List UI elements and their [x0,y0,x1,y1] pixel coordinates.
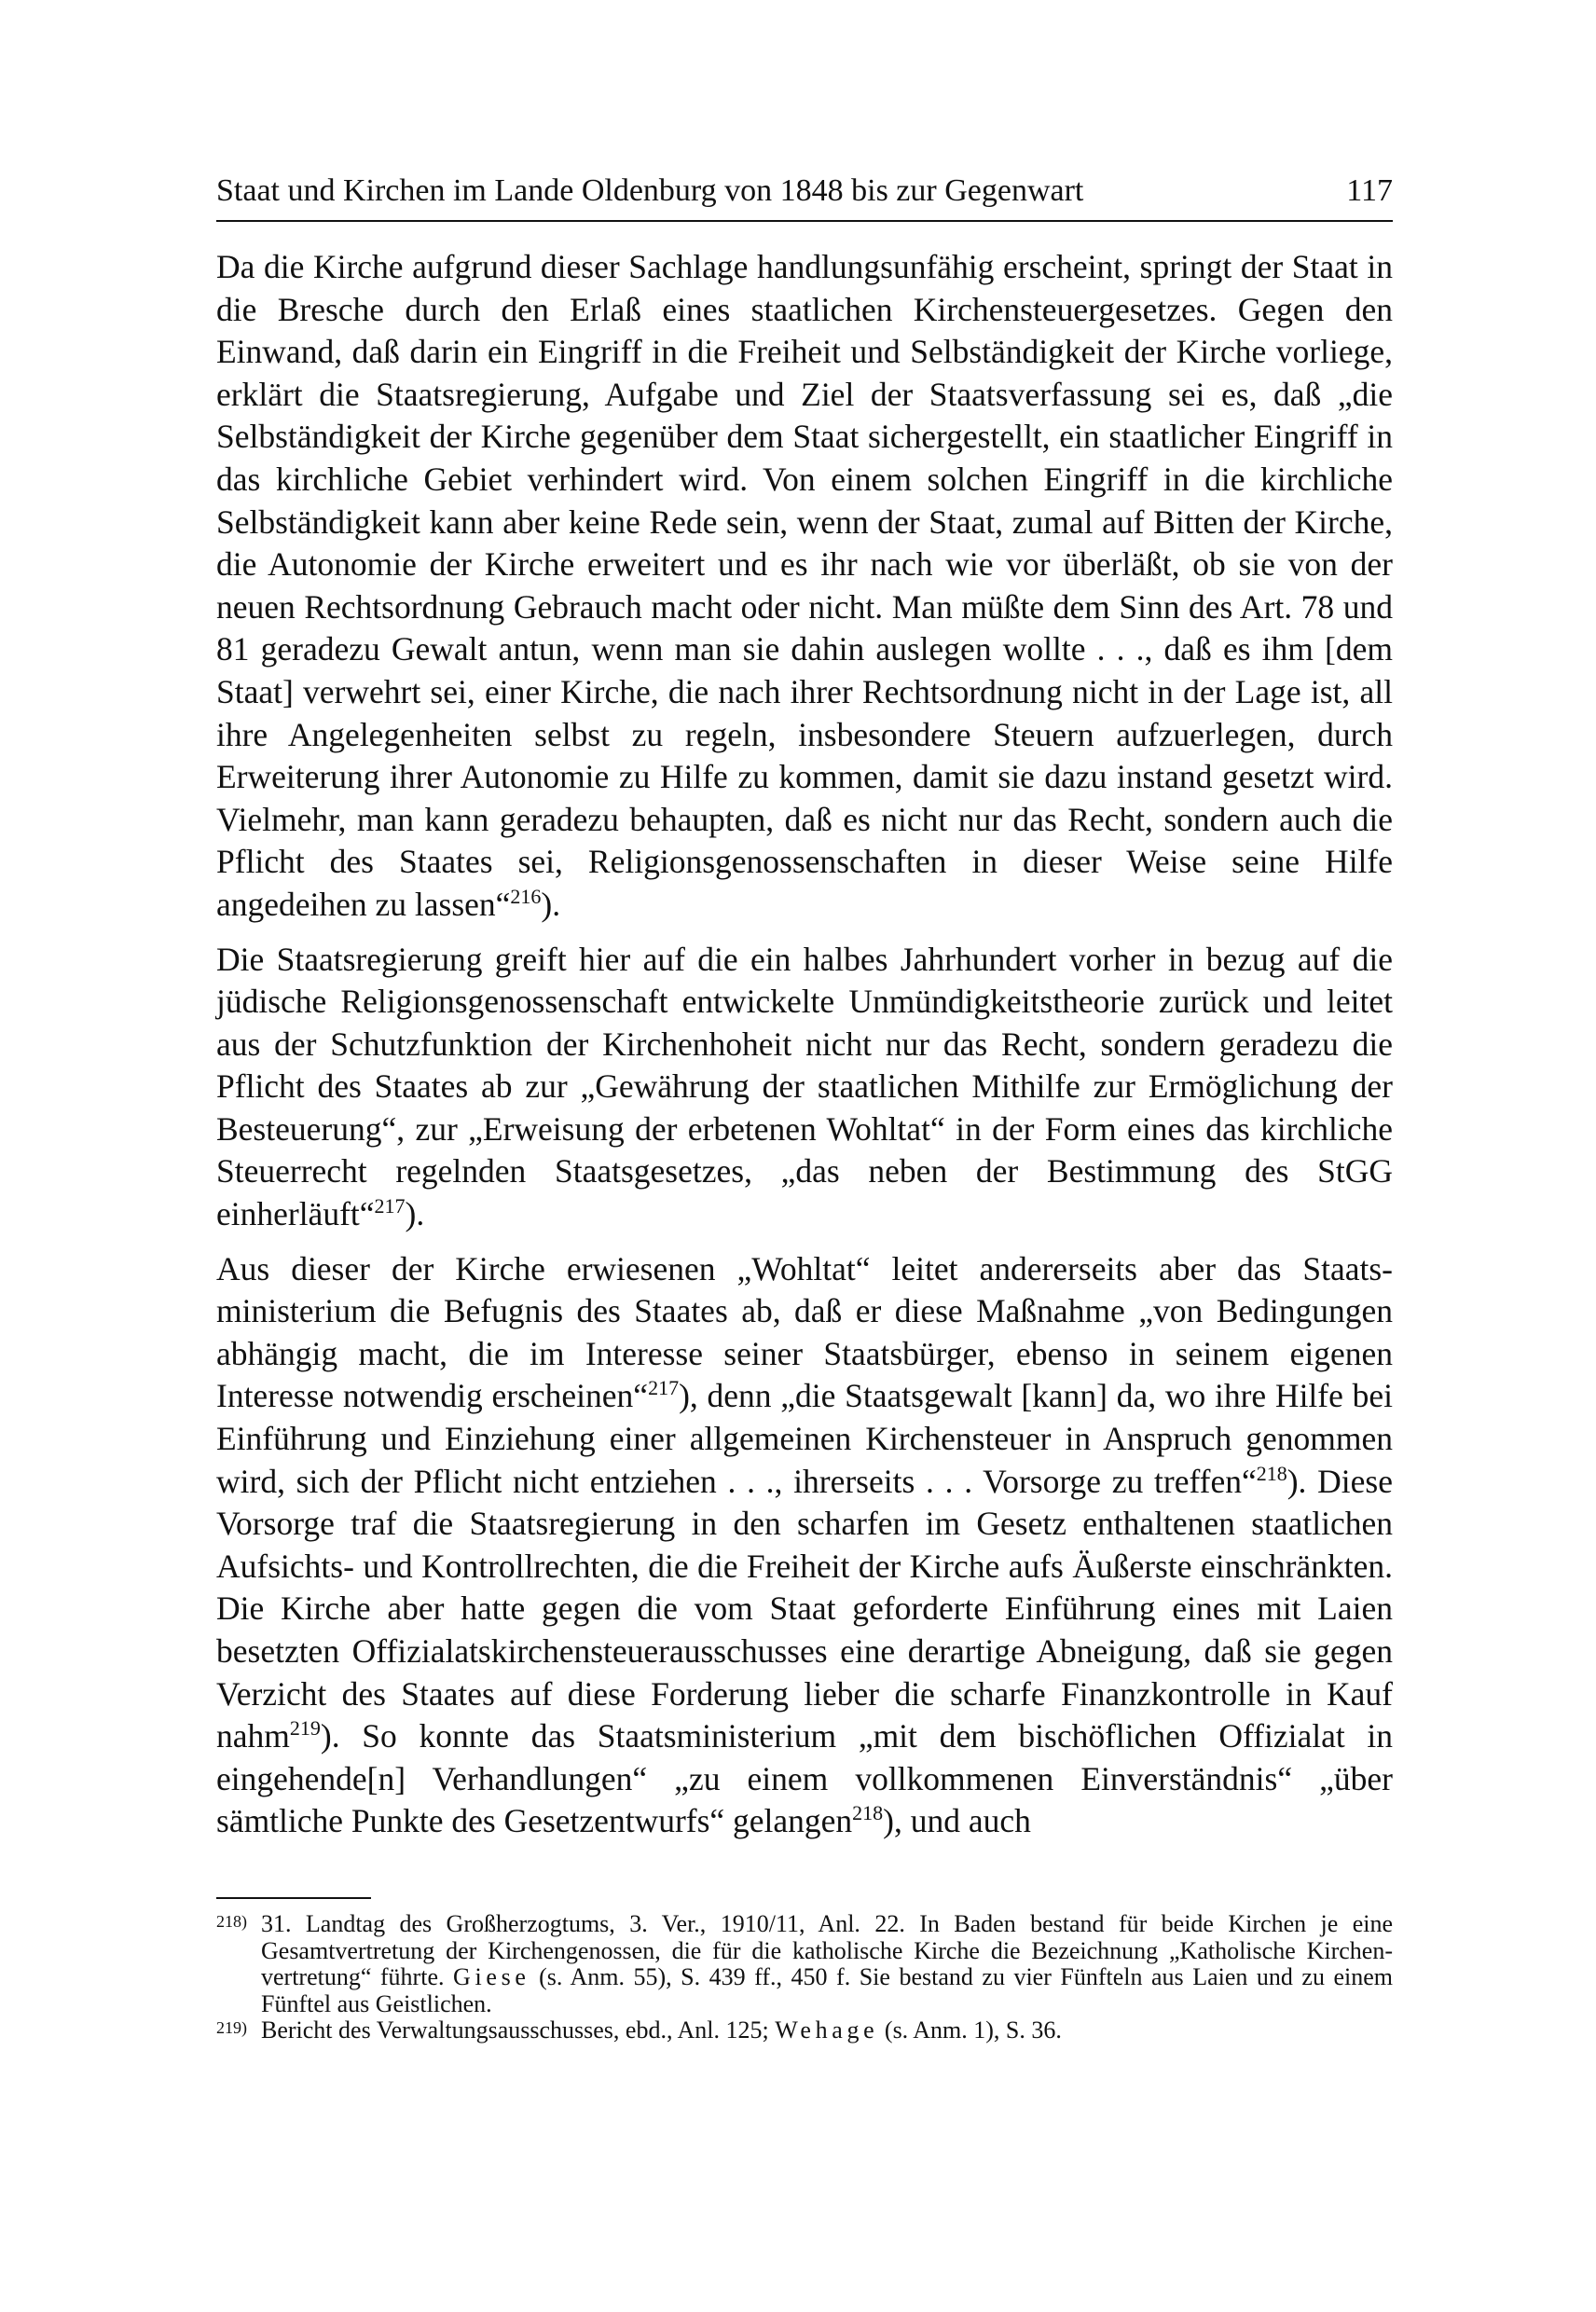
footnote-mark: 218) [216,1912,247,1931]
footnotes [216,1911,1393,2044]
footnote-ref[interactable]: 218 [852,1801,884,1825]
author-name: Giese [453,1963,530,1990]
paragraph-1: Da die Kirche aufgrund dieser Sachlage handlungsunfähig erscheint, springt der Staat in die Bresche durch den Erlaß eines staatlichen Kirchensteuergesetzes. Gegen den Einwand, daß darin ein Eingriff in die Freiheit und Selbständigkeit der Kirche vorliege, erklärt die Staatsregierung, Aufgabe und Ziel der Staatsverfassung sei es, daß „die Selbständigkeit der Kirche gegenüber dem Staat sichergestellt, ein staatlicher Eingriff in das kirchliche Gebiet verhindert wird. Von einem solchen Eingriff in die kirchliche Selbständigkeit kann aber keine Rede sein, wenn der Staat, zumal auf Bitten der Kirche, die Autonomie der Kirche erweitert und es ihr nach wie vor überläßt, ob sie von der neuen Rechtsordnung Gebrauch macht oder nicht. Man müßte dem Sinn des Art. 78 und 81 geradezu Gewalt antun, wenn man sie dahin auslegen wollte . . ., daß es ihm [dem Staat] verwehrt sei, einer Kirche, die nach ihrer Rechtsordnung nicht in der Lage ist, all ihre Angelegenheiten selbst zu regeln, insbesondere Steuern aufzuerlegen, durch Erweiterung ihrer Autonomie zu Hilfe zu kommen, damit sie dazu instand gesetzt wird. Vielmehr, man kann geradezu behaupten, daß es nicht nur das Recht, sondern auch die Pflicht des Staates sei, Religionsgenossenschaften in dieser Weise seine Hilfe angedeihen zu lassen“$^{216}$). [216,248,1393,923]
footnote-218: 218) 31. Landtag des Großherzogtums, 3. Ver., 1910/11, Anl. 22. In Baden bestand für beide Kirchen je eine Gesamtvertretung der Kirchengenossen, die für die katholische Kirche die Bezeichnung „Katholische Kirchenvertretung“ führte. Giese (s. Anm. 55), S. 439 ff., 450 f. Sie bestand zu vier Fünfteln aus Laien und zu einem Fünftel aus Geistlichen. [216,1910,1393,2017]
footnote-mark: 219) [216,2018,247,2037]
footnote-219: 219) Bericht des Verwaltungsausschusses, ebd., Anl. 125; Wehage (s. Anm. 1), S. 36. [216,2016,1062,2044]
paragraph-3: Aus dieser der Kirche erwiesenen „Wohltat“ leitet andererseits aber das Staatsministerium die Befugnis des Staates ab, daß er diese Maßnahme „von Bedingungen abhängig macht, die im Interesse seiner Staatsbürger, ebenso in seinem eigenen Interesse notwendig erscheinen“$^{217}$), denn „die Staatsgewalt [kann] da, wo ihre Hilfe bei Einführung und Einziehung einer allgemeinen Kirchensteuer in Anspruch genommen wird, sich der Pflicht nicht entziehen . . ., ihrerseits . . . Vorsorge zu treffen“$^{218}$). Diese Vorsorge traf die Staatsregierung in den scharfen im Gesetz enthaltenen staatlichen Aufsichts- und Kontrollrechten, die die Freiheit der Kirche aufs Äußerste einschränkten. Die Kirche aber hatte gegen die vom Staat geforderte Einführung eines mit Laien besetzten Offizialatskirchensteuerausschusses eine derartige Abneigung, daß sie gegen Verzicht des Staates auf diese Forderung lieber die scharfe Finanzkontrolle in Kauf nahm$^{219}$). So konnte das Staatsministerium „mit dem bischöflichen Offizialat in eingehende[n] Verhandlungen“ „zu einem vollkommenen Einverständnis“ „über sämtliche Punkte des Gesetzentwurfs“ gelangen$^{218}$), und auch [216,1249,1393,1840]
author-name: Wehage [775,2016,879,2044]
page-number: 117 [1346,173,1393,208]
footnote-ref[interactable]: 219 [289,1716,321,1741]
header-rule [216,220,1393,222]
running-head [216,170,1393,213]
footnote-ref[interactable]: 217 [648,1376,680,1400]
footnote-rule [216,1897,371,1899]
running-head-title: Staat und Kirchen im Lande Oldenburg von 1848 bis zur Gegenwart [216,173,1084,208]
footnote-ref[interactable]: 217 [374,1194,406,1218]
main-text [216,246,1393,1843]
footnote-ref[interactable]: 216 [510,885,542,909]
paragraph-2: Die Staatsregierung greift hier auf die ein halbes Jahrhundert vorher in bezug auf die jüdische Religionsgenossenschaft entwickelte Unmündigkeitstheorie zurück und leitet aus der Schutzfunktion der Kirchenhoheit nicht nur das Recht, sondern geradezu die Pflicht des Staates ab zur „Gewährung der staatlichen Mithilfe zur Ermöglichung der Besteuerung“, zur „Erweisung der erbetenen Wohltat“ in der Form eines das kirchliche Steuerrecht regelnden Staatsgesetzes, „das neben der Bestimmung des StGG einherläuft“$^{217}$). [216,940,1393,1233]
footnote-ref[interactable]: 218 [1256,1461,1287,1485]
